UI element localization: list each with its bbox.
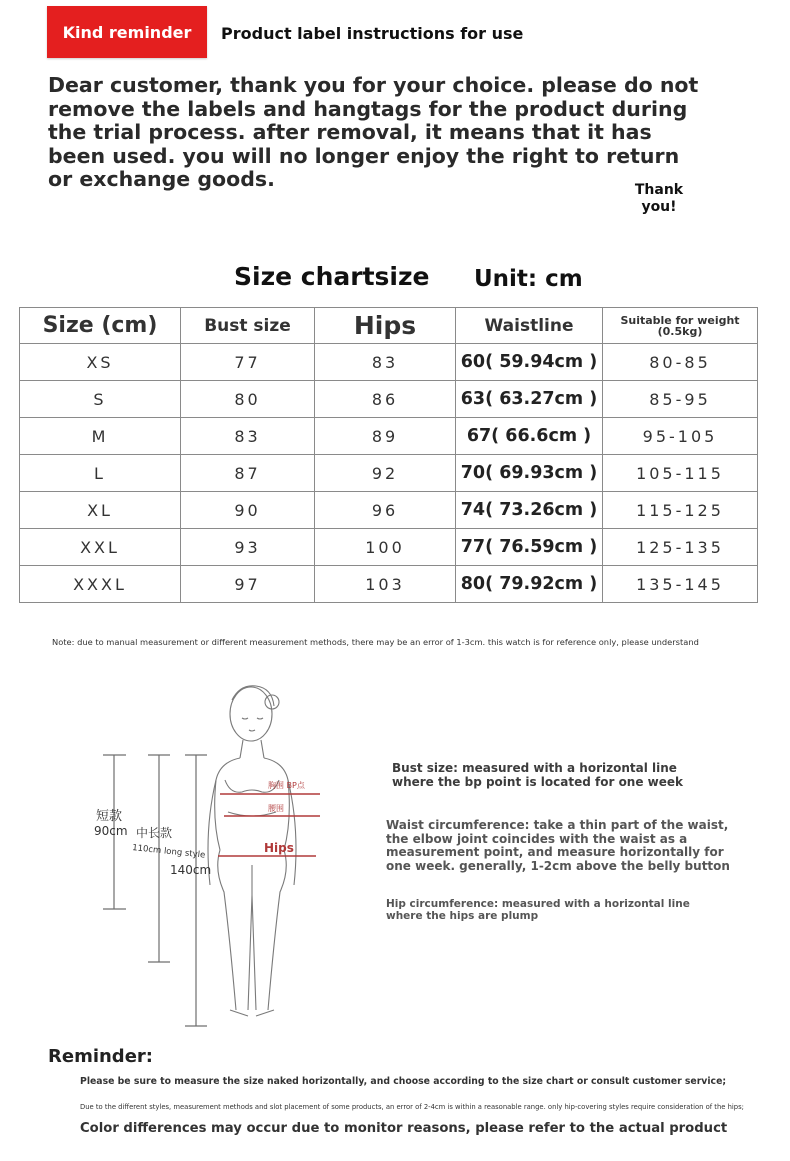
short-length-value: 90cm (94, 824, 128, 838)
cell-size: XXXL (20, 566, 181, 603)
cell-weight: 105-115 (603, 455, 758, 492)
body-measurement-figure (80, 680, 380, 1035)
header-hips: Hips (315, 308, 456, 344)
cell-hips: 92 (315, 455, 456, 492)
cell-weight: 135-145 (603, 566, 758, 603)
table-row (20, 381, 758, 418)
kind-reminder-badge (47, 6, 207, 58)
header-bust: Bust size (181, 308, 315, 344)
cell-hips: 86 (315, 381, 456, 418)
cell-weight: 95-105 (603, 418, 758, 455)
waist-tag: 腰围 (268, 804, 284, 813)
cell-waist: 80( 79.92cm ) (456, 566, 603, 603)
cell-size: M (20, 418, 181, 455)
cell-bust: 93 (181, 529, 315, 566)
header-weight (603, 308, 758, 344)
table-row (20, 418, 758, 455)
cell-hips: 96 (315, 492, 456, 529)
bust-description: Bust size: measured with a horizontal line where the bp point is located for one week (392, 761, 684, 789)
size-table (19, 307, 758, 603)
kind-reminder-label: Kind reminder (62, 22, 192, 42)
cell-hips: 83 (315, 344, 456, 381)
cell-bust: 80 (181, 381, 315, 418)
measurement-note: Note: due to manual measurement or different measurement methods, there may be an error of 1-3cm. this watch is for reference only, please understand (52, 637, 699, 647)
cell-weight: 125-135 (603, 529, 758, 566)
header-weight-line1: Suitable for weight (620, 313, 740, 327)
header-waist: Waistline (456, 308, 603, 344)
cell-waist: 77( 76.59cm ) (456, 529, 603, 566)
long-length-value: 140cm (170, 863, 212, 877)
cell-size: XS (20, 344, 181, 381)
cell-waist: 60( 59.94cm ) (456, 344, 603, 381)
cell-bust: 77 (181, 344, 315, 381)
size-chart-title: Size chartsize (234, 262, 430, 291)
reminder-line-1: Please be sure to measure the size naked horizontally, and choose according to the size chart or consult customer service; (80, 1076, 727, 1087)
cell-waist: 67( 66.6cm ) (456, 418, 603, 455)
reminder-line-2: Due to the different styles, measurement methods and slot placement of some products, an error of 2-4cm is within a reasonable range. only hip-covering styles require consideration of the hips; (80, 1103, 744, 1111)
cell-waist: 74( 73.26cm ) (456, 492, 603, 529)
cell-bust: 87 (181, 455, 315, 492)
table-row (20, 492, 758, 529)
cell-weight: 80-85 (603, 344, 758, 381)
cell-bust: 90 (181, 492, 315, 529)
hips-tag: Hips (264, 841, 294, 855)
unit-label: Unit: cm (474, 266, 583, 292)
cell-hips: 100 (315, 529, 456, 566)
mid-length-value: 110cm long style (131, 843, 206, 861)
cell-bust: 83 (181, 418, 315, 455)
header-title: Product label instructions for use (221, 24, 524, 43)
header-weight-line2: (0.5kg) (657, 324, 703, 338)
cell-weight: 85-95 (603, 381, 758, 418)
waist-description: Waist circumference: take a thin part of the waist, the elbow joint coincides with the waist as a measurement point, and measure horizontally for one week. generally, 1-2cm above the belly button (386, 818, 730, 873)
cell-hips: 89 (315, 418, 456, 455)
bust-tag: 胸围 BP点 (268, 781, 305, 790)
cell-size: L (20, 455, 181, 492)
table-row (20, 566, 758, 603)
header-size: Size (cm) (20, 308, 181, 344)
short-style-label: 短款 (96, 809, 123, 824)
cell-waist: 63( 63.27cm ) (456, 381, 603, 418)
table-row (20, 455, 758, 492)
cell-size: XL (20, 492, 181, 529)
table-row (20, 529, 758, 566)
cell-size: S (20, 381, 181, 418)
cell-hips: 103 (315, 566, 456, 603)
cell-weight: 115-125 (603, 492, 758, 529)
cell-size: XXL (20, 529, 181, 566)
mid-style-label: 中长款 (136, 826, 173, 840)
table-header-row (20, 308, 758, 344)
reminder-title: Reminder: (48, 1046, 153, 1067)
intro-paragraph: Dear customer, thank you for your choice. please do not remove the labels and hangtags for the product during the trial process. after removal, it means that it has been used. you will no longer enjoy the right to return or exchange goods. (48, 73, 699, 191)
table-row (20, 344, 758, 381)
hip-description: Hip circumference: measured with a horizontal line where the hips are plump (386, 898, 690, 922)
cell-waist: 70( 69.93cm ) (456, 455, 603, 492)
reminder-line-3: Color differences may occur due to monitor reasons, please refer to the actual product (80, 1121, 728, 1136)
thank-you-text: Thank you! (634, 182, 684, 215)
cell-bust: 97 (181, 566, 315, 603)
